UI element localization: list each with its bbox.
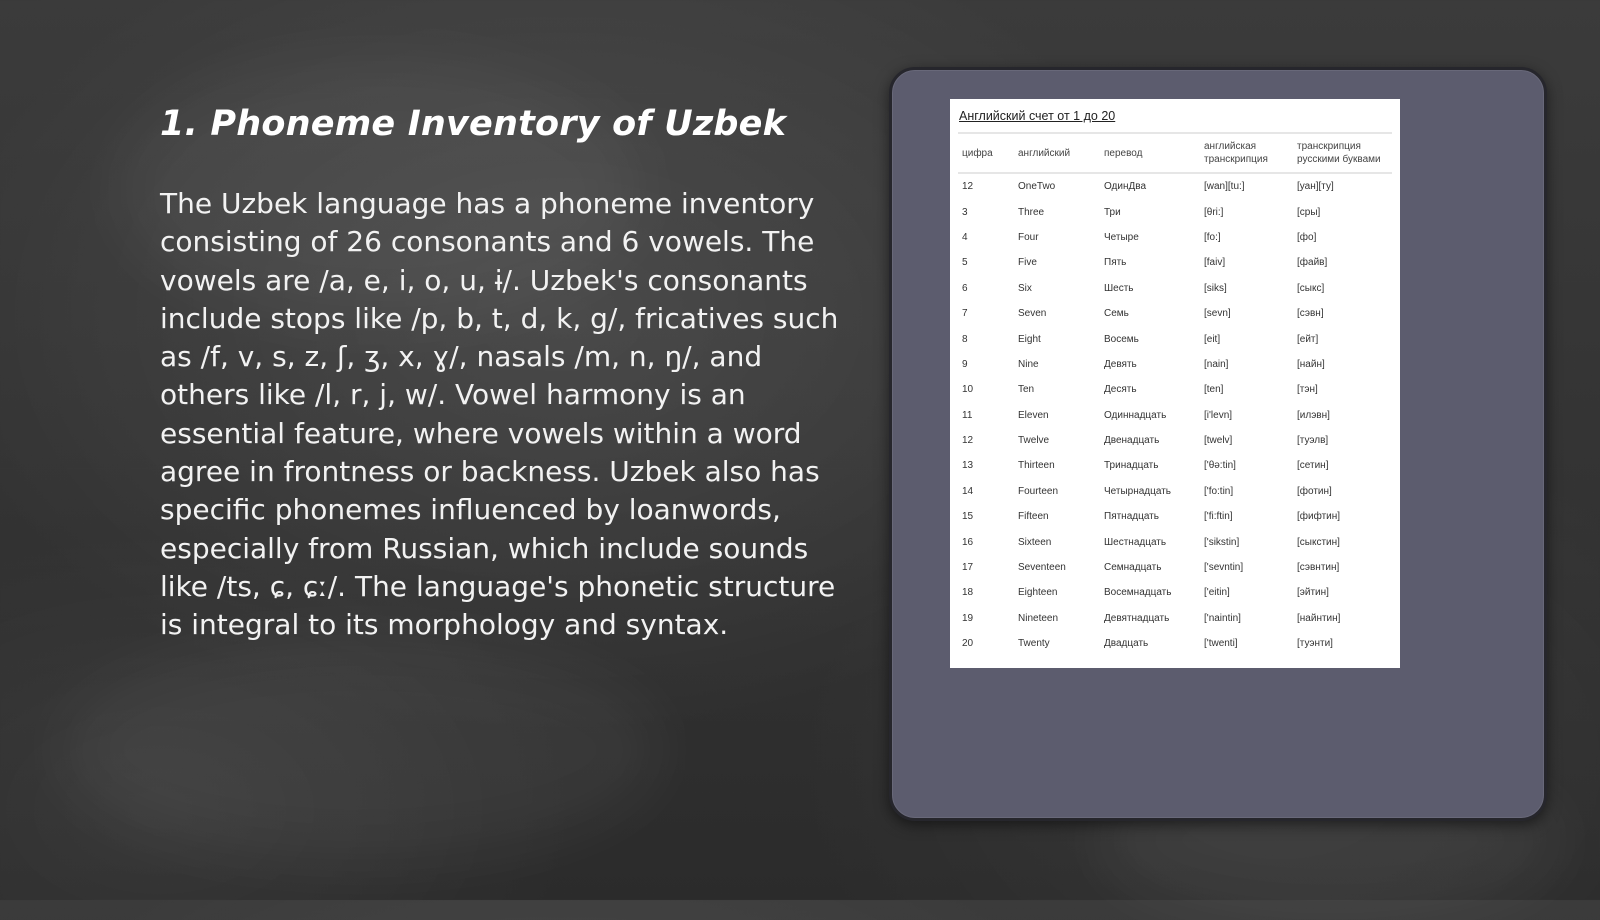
table-cell: ['sevntin] <box>1204 562 1244 574</box>
table-cell: Восемь <box>1104 333 1139 345</box>
table-cell: Тринадцать <box>1104 460 1159 472</box>
table-cell: Девять <box>1104 358 1137 370</box>
table-cell: [фифтин] <box>1297 511 1341 523</box>
table-cell: Fifteen <box>1018 511 1049 523</box>
table-cell: Fourteen <box>1018 485 1059 497</box>
slide-body-text: The Uzbek language has a phoneme inventory consisting of 26 consonants and 6 vowels. The vowels are /a, e, i, o, u, ɨ/. Uzbek's consonants include stops like /p, b, t, d, k, g/, fricatives such as /f, v, s, z, ʃ, ʒ, x, ɣ/, nasals /m, n, ŋ/, and others like /l, r, j, w/. Vowel harmony is an essential feature, where vowels within a word agree in frontness or backness. Uzbek also has specific phonemes influenced by loanwords, especially from Russian, which include sounds like /ts, ɕ, ɕː/. The language's phonetic structure is integral to its morphology and syntax. <box>160 187 839 642</box>
table-row <box>958 529 1392 554</box>
table-cell: Six <box>1018 282 1032 294</box>
table-header-row <box>958 133 1392 173</box>
table-cell: ['eitin] <box>1204 587 1230 599</box>
table-row <box>958 453 1392 478</box>
numbers-table <box>958 132 1392 656</box>
table-caption: Английский счет от 1 до 20 <box>959 109 1116 123</box>
table-cell: Три <box>1104 206 1121 218</box>
table-cell: ['sikstin] <box>1204 536 1240 548</box>
embedded-table-image <box>950 99 1400 668</box>
table-cell: Двадцать <box>1104 638 1149 650</box>
table-row <box>958 428 1392 453</box>
table-cell: 19 <box>962 612 974 624</box>
table-row <box>958 580 1392 605</box>
table-row <box>958 225 1392 250</box>
table-cell: [i'levn] <box>1204 409 1233 421</box>
table-cell: [файв] <box>1297 257 1328 269</box>
table-row <box>958 173 1392 199</box>
table-row <box>958 377 1392 402</box>
table-cell: Двенадцать <box>1104 435 1160 447</box>
table-cell: Одиннадцать <box>1104 409 1167 421</box>
table-cell: Five <box>1018 257 1037 269</box>
table-cell: ['fi:ftin] <box>1204 511 1233 523</box>
table-cell: [уан][ту] <box>1297 181 1334 193</box>
table-cell: Three <box>1018 206 1045 218</box>
table-row <box>958 199 1392 224</box>
table-cell: [siks] <box>1204 282 1227 294</box>
table-row <box>958 352 1392 377</box>
table-cell: Thirteen <box>1018 460 1055 472</box>
table-cell: [fo:] <box>1204 231 1221 243</box>
table-cell: ['twenti] <box>1204 638 1238 650</box>
table-cell: 6 <box>962 282 968 294</box>
table-cell: [sevn] <box>1204 308 1231 320</box>
table-cell: [фотин] <box>1297 485 1332 497</box>
table-cell: [туэлв] <box>1297 435 1329 447</box>
table-cell: ОдинДва <box>1104 181 1147 193</box>
table-header-cell: английская транскрипция <box>1200 133 1293 173</box>
table-cell: 18 <box>962 587 974 599</box>
table-row <box>958 631 1392 656</box>
table-cell: 4 <box>962 231 968 243</box>
table-cell: 16 <box>962 536 974 548</box>
table-cell: [фо] <box>1297 231 1317 243</box>
table-cell: [twelv] <box>1204 435 1233 447</box>
table-cell: 13 <box>962 460 974 472</box>
table-cell: Seven <box>1018 308 1047 320</box>
table-cell: 10 <box>962 384 974 396</box>
table-cell: [найнтин] <box>1297 612 1341 624</box>
table-cell: Eight <box>1018 333 1041 345</box>
table-cell: [eit] <box>1204 333 1221 345</box>
table-cell: Ten <box>1018 384 1035 396</box>
slide-title: 1. Phoneme Inventory of Uzbek <box>160 104 787 144</box>
table-cell: 15 <box>962 511 974 523</box>
table-cell: [сыкстин] <box>1297 536 1340 548</box>
table-row <box>958 606 1392 631</box>
table-cell: Пять <box>1104 257 1127 269</box>
table-cell: Шестнадцать <box>1104 536 1167 548</box>
table-cell: 20 <box>962 638 974 650</box>
table-cell: Sixteen <box>1018 536 1052 548</box>
table-cell: [сры] <box>1297 206 1321 218</box>
table-row <box>958 403 1392 428</box>
table-header-cell: перевод <box>1100 133 1200 173</box>
table-cell: 9 <box>962 358 968 370</box>
table-row <box>958 326 1392 351</box>
table-cell: 12 <box>962 181 974 193</box>
table-cell: 3 <box>962 206 968 218</box>
table-cell: Four <box>1018 231 1039 243</box>
table-cell: Eleven <box>1018 409 1049 421</box>
chalk-smudge <box>60 640 660 860</box>
table-cell: Twenty <box>1018 638 1050 650</box>
table-cell: 11 <box>962 409 973 421</box>
table-cell: Nine <box>1018 358 1039 370</box>
table-cell: Девятнадцать <box>1104 612 1170 624</box>
table-body <box>958 173 1392 656</box>
table-cell: [илэвн] <box>1297 409 1330 421</box>
table-cell: Seventeen <box>1018 562 1066 574</box>
table-cell: Nineteen <box>1018 612 1059 624</box>
table-header-cell: английский <box>1014 133 1100 173</box>
table-cell: [faiv] <box>1204 257 1226 269</box>
table-cell: [ейт] <box>1297 333 1319 345</box>
table-cell: ['naintin] <box>1204 612 1241 624</box>
table-cell: Четырнадцать <box>1104 485 1172 497</box>
table-cell: ['θə:tin] <box>1204 460 1236 472</box>
table-header-cell: транскрипция русскими буквами <box>1293 133 1392 173</box>
table-row <box>958 276 1392 301</box>
table-cell: Семнадцать <box>1104 562 1162 574</box>
table-cell: [эйтин] <box>1297 587 1329 599</box>
table-cell: Eighteen <box>1018 587 1058 599</box>
table-cell: [сетин] <box>1297 460 1329 472</box>
table-cell: Шесть <box>1104 282 1134 294</box>
table-cell: 17 <box>962 562 974 574</box>
table-cell: Twelve <box>1018 435 1050 447</box>
table-cell: [nain] <box>1204 358 1229 370</box>
table-cell: 8 <box>962 333 968 345</box>
table-cell: Восемнадцать <box>1104 587 1172 599</box>
table-cell: [туэнти] <box>1297 638 1333 650</box>
table-cell: ['fo:tin] <box>1204 485 1234 497</box>
table-row <box>958 301 1392 326</box>
table-cell: [сэвн] <box>1297 308 1324 320</box>
table-row <box>958 250 1392 275</box>
table-header-cell: цифра <box>958 133 1014 173</box>
table-cell: [θri:] <box>1204 206 1224 218</box>
table-cell: [сыкс] <box>1297 282 1325 294</box>
table-cell: 14 <box>962 485 974 497</box>
table-cell: Пятнадцать <box>1104 511 1159 523</box>
table-row <box>958 555 1392 580</box>
table-cell: 12 <box>962 435 974 447</box>
table-cell: [wan][tu:] <box>1204 181 1245 193</box>
table-cell: [сэвнтин] <box>1297 562 1340 574</box>
table-cell: 5 <box>962 257 968 269</box>
table-cell: [найн] <box>1297 358 1325 370</box>
table-cell: Четыре <box>1104 231 1139 243</box>
table-cell: [тэн] <box>1297 384 1318 396</box>
table-cell: OneTwo <box>1018 181 1056 193</box>
table-cell: Десять <box>1104 384 1137 396</box>
table-cell: 7 <box>962 308 968 320</box>
table-row <box>958 504 1392 529</box>
table-row <box>958 479 1392 504</box>
table-cell: [ten] <box>1204 384 1224 396</box>
table-cell: Семь <box>1104 308 1129 320</box>
